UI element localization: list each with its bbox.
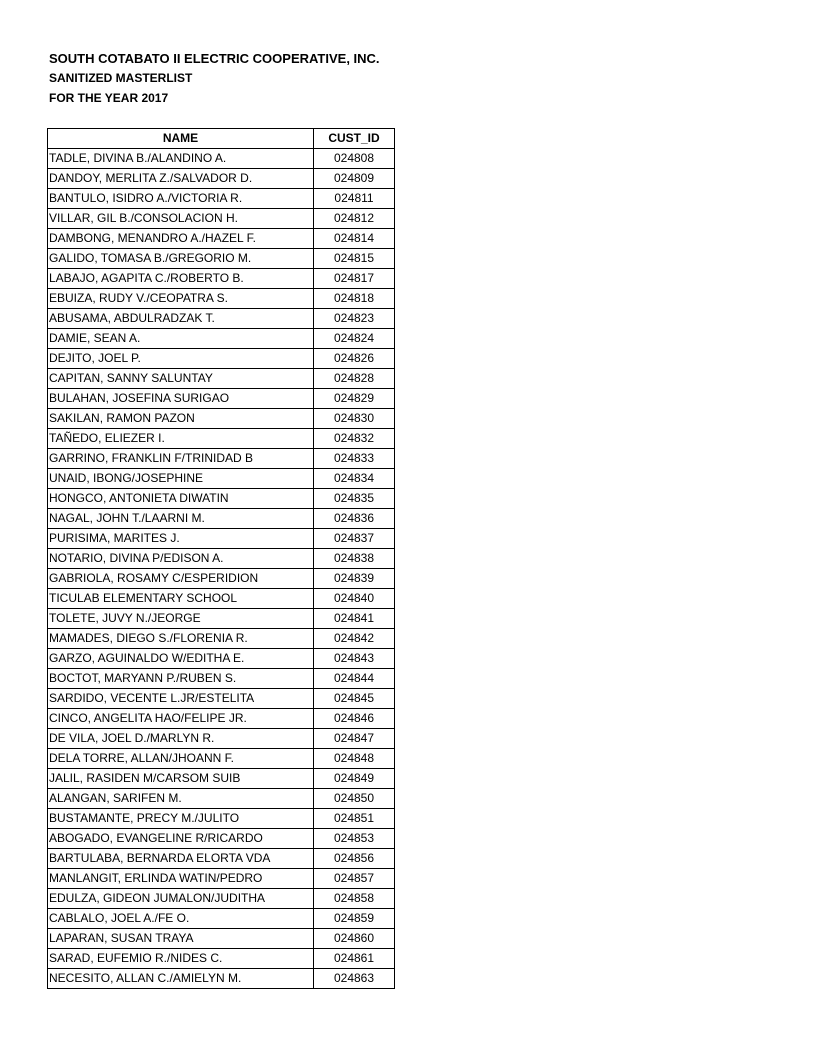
customer-id-cell: 024814 bbox=[314, 229, 395, 249]
table-row bbox=[48, 869, 395, 889]
table-row bbox=[48, 209, 395, 229]
customer-id-cell: 024826 bbox=[314, 349, 395, 369]
customer-id-cell: 024829 bbox=[314, 389, 395, 409]
organization-title: SOUTH COTABATO II ELECTRIC COOPERATIVE, INC. bbox=[49, 51, 380, 66]
customer-id-cell: 024842 bbox=[314, 629, 395, 649]
table-row bbox=[48, 409, 395, 429]
table-row bbox=[48, 449, 395, 469]
customer-id-cell: 024828 bbox=[314, 369, 395, 389]
table-row bbox=[48, 329, 395, 349]
customer-name-cell: GARRINO, FRANKLIN F/TRINIDAD B bbox=[48, 449, 314, 469]
table-row bbox=[48, 669, 395, 689]
table-row bbox=[48, 949, 395, 969]
customer-id-cell: 024856 bbox=[314, 849, 395, 869]
table-row bbox=[48, 749, 395, 769]
customer-name-cell: BOCTOT, MARYANN P./RUBEN S. bbox=[48, 669, 314, 689]
customer-id-cell: 024850 bbox=[314, 789, 395, 809]
table-row bbox=[48, 689, 395, 709]
table-row bbox=[48, 249, 395, 269]
table-row bbox=[48, 969, 395, 989]
table-row bbox=[48, 269, 395, 289]
customer-name-cell: GALIDO, TOMASA B./GREGORIO M. bbox=[48, 249, 314, 269]
table-row bbox=[48, 589, 395, 609]
customer-name-cell: BANTULO, ISIDRO A./VICTORIA R. bbox=[48, 189, 314, 209]
customer-id-cell: 024808 bbox=[314, 149, 395, 169]
customer-id-cell: 024815 bbox=[314, 249, 395, 269]
table-row bbox=[48, 309, 395, 329]
customer-name-cell: TOLETE, JUVY N./JEORGE bbox=[48, 609, 314, 629]
table-row bbox=[48, 429, 395, 449]
customer-id-cell: 024836 bbox=[314, 509, 395, 529]
customer-id-cell: 024847 bbox=[314, 729, 395, 749]
customer-name-cell: DE VILA, JOEL D./MARLYN R. bbox=[48, 729, 314, 749]
customer-id-cell: 024823 bbox=[314, 309, 395, 329]
customer-id-cell: 024860 bbox=[314, 929, 395, 949]
customer-id-cell: 024833 bbox=[314, 449, 395, 469]
table-row bbox=[48, 229, 395, 249]
customer-id-cell: 024832 bbox=[314, 429, 395, 449]
customer-name-cell: MAMADES, DIEGO S./FLORENIA R. bbox=[48, 629, 314, 649]
customer-id-cell: 024834 bbox=[314, 469, 395, 489]
customer-name-cell: LABAJO, AGAPITA C./ROBERTO B. bbox=[48, 269, 314, 289]
customer-name-cell: DAMIE, SEAN A. bbox=[48, 329, 314, 349]
customer-id-cell: 024809 bbox=[314, 169, 395, 189]
customer-id-cell: 024839 bbox=[314, 569, 395, 589]
customer-id-cell: 024851 bbox=[314, 809, 395, 829]
table-row bbox=[48, 889, 395, 909]
customer-id-cell: 024830 bbox=[314, 409, 395, 429]
customer-name-cell: BULAHAN, JOSEFINA SURIGAO bbox=[48, 389, 314, 409]
column-header-name: NAME bbox=[48, 129, 314, 149]
table-row bbox=[48, 529, 395, 549]
customer-id-cell: 024812 bbox=[314, 209, 395, 229]
customer-id-cell: 024858 bbox=[314, 889, 395, 909]
table-row bbox=[48, 169, 395, 189]
customer-name-cell: SARAD, EUFEMIO R./NIDES C. bbox=[48, 949, 314, 969]
customer-id-cell: 024817 bbox=[314, 269, 395, 289]
document-header bbox=[49, 50, 380, 108]
customer-name-cell: MANLANGIT, ERLINDA WATIN/PEDRO bbox=[48, 869, 314, 889]
table-row bbox=[48, 769, 395, 789]
customer-id-cell: 024841 bbox=[314, 609, 395, 629]
customer-name-cell: ABUSAMA, ABDULRADZAK T. bbox=[48, 309, 314, 329]
customer-name-cell: DAMBONG, MENANDRO A./HAZEL F. bbox=[48, 229, 314, 249]
table-row bbox=[48, 489, 395, 509]
customer-id-cell: 024861 bbox=[314, 949, 395, 969]
table-row bbox=[48, 469, 395, 489]
table-row bbox=[48, 609, 395, 629]
table-row bbox=[48, 809, 395, 829]
customer-name-cell: LAPARAN, SUSAN TRAYA bbox=[48, 929, 314, 949]
table-row bbox=[48, 189, 395, 209]
table-row bbox=[48, 629, 395, 649]
customer-name-cell: ABOGADO, EVANGELINE R/RICARDO bbox=[48, 829, 314, 849]
customer-name-cell: CABLALO, JOEL A./FE O. bbox=[48, 909, 314, 929]
table-row bbox=[48, 929, 395, 949]
customer-id-cell: 024859 bbox=[314, 909, 395, 929]
customer-name-cell: DANDOY, MERLITA Z./SALVADOR D. bbox=[48, 169, 314, 189]
customer-name-cell: NECESITO, ALLAN C./AMIELYN M. bbox=[48, 969, 314, 989]
table-row bbox=[48, 389, 395, 409]
masterlist-table bbox=[47, 128, 395, 989]
customer-id-cell: 024853 bbox=[314, 829, 395, 849]
customer-name-cell: BARTULABA, BERNARDA ELORTA VDA bbox=[48, 849, 314, 869]
customer-id-cell: 024838 bbox=[314, 549, 395, 569]
customer-id-cell: 024857 bbox=[314, 869, 395, 889]
customer-name-cell: TADLE, DIVINA B./ALANDINO A. bbox=[48, 149, 314, 169]
customer-name-cell: HONGCO, ANTONIETA DIWATIN bbox=[48, 489, 314, 509]
table-row bbox=[48, 829, 395, 849]
customer-id-cell: 024846 bbox=[314, 709, 395, 729]
customer-id-cell: 024837 bbox=[314, 529, 395, 549]
customer-name-cell: DEJITO, JOEL P. bbox=[48, 349, 314, 369]
table-row bbox=[48, 149, 395, 169]
customer-name-cell: EBUIZA, RUDY V./CEOPATRA S. bbox=[48, 289, 314, 309]
customer-id-cell: 024824 bbox=[314, 329, 395, 349]
customer-name-cell: VILLAR, GIL B./CONSOLACION H. bbox=[48, 209, 314, 229]
customer-id-cell: 024849 bbox=[314, 769, 395, 789]
customer-id-cell: 024844 bbox=[314, 669, 395, 689]
customer-name-cell: CAPITAN, SANNY SALUNTAY bbox=[48, 369, 314, 389]
table-row bbox=[48, 369, 395, 389]
table-row bbox=[48, 789, 395, 809]
customer-name-cell: TICULAB ELEMENTARY SCHOOL bbox=[48, 589, 314, 609]
year-line: FOR THE YEAR 2017 bbox=[49, 91, 169, 105]
customer-name-cell: TAÑEDO, ELIEZER I. bbox=[48, 429, 314, 449]
customer-name-cell: CINCO, ANGELITA HAO/FELIPE JR. bbox=[48, 709, 314, 729]
customer-id-cell: 024818 bbox=[314, 289, 395, 309]
customer-id-cell: 024843 bbox=[314, 649, 395, 669]
table-row bbox=[48, 849, 395, 869]
customer-id-cell: 024863 bbox=[314, 969, 395, 989]
customer-name-cell: SARDIDO, VECENTE L.JR/ESTELITA bbox=[48, 689, 314, 709]
table-row bbox=[48, 509, 395, 529]
customer-name-cell: GABRIOLA, ROSAMY C/ESPERIDION bbox=[48, 569, 314, 589]
customer-id-cell: 024811 bbox=[314, 189, 395, 209]
customer-name-cell: DELA TORRE, ALLAN/JHOANN F. bbox=[48, 749, 314, 769]
table-row bbox=[48, 649, 395, 669]
table-row bbox=[48, 569, 395, 589]
customer-name-cell: SAKILAN, RAMON PAZON bbox=[48, 409, 314, 429]
customer-name-cell: PURISIMA, MARITES J. bbox=[48, 529, 314, 549]
table-body bbox=[48, 149, 395, 989]
table-row bbox=[48, 289, 395, 309]
customer-name-cell: NOTARIO, DIVINA P/EDISON A. bbox=[48, 549, 314, 569]
table-header-row bbox=[48, 129, 395, 149]
customer-name-cell: JALIL, RASIDEN M/CARSOM SUIB bbox=[48, 769, 314, 789]
column-header-cust-id: CUST_ID bbox=[314, 129, 395, 149]
customer-name-cell: EDULZA, GIDEON JUMALON/JUDITHA bbox=[48, 889, 314, 909]
customer-id-cell: 024835 bbox=[314, 489, 395, 509]
customer-name-cell: ALANGAN, SARIFEN M. bbox=[48, 789, 314, 809]
customer-name-cell: BUSTAMANTE, PRECY M./JULITO bbox=[48, 809, 314, 829]
table-row bbox=[48, 709, 395, 729]
customer-name-cell: UNAID, IBONG/JOSEPHINE bbox=[48, 469, 314, 489]
table-row bbox=[48, 729, 395, 749]
customer-id-cell: 024840 bbox=[314, 589, 395, 609]
table-row bbox=[48, 349, 395, 369]
customer-id-cell: 024845 bbox=[314, 689, 395, 709]
document-subtitle: SANITIZED MASTERLIST bbox=[49, 71, 193, 85]
customer-id-cell: 024848 bbox=[314, 749, 395, 769]
table-row bbox=[48, 909, 395, 929]
customer-name-cell: GARZO, AGUINALDO W/EDITHA E. bbox=[48, 649, 314, 669]
table-row bbox=[48, 549, 395, 569]
customer-name-cell: NAGAL, JOHN T./LAARNI M. bbox=[48, 509, 314, 529]
